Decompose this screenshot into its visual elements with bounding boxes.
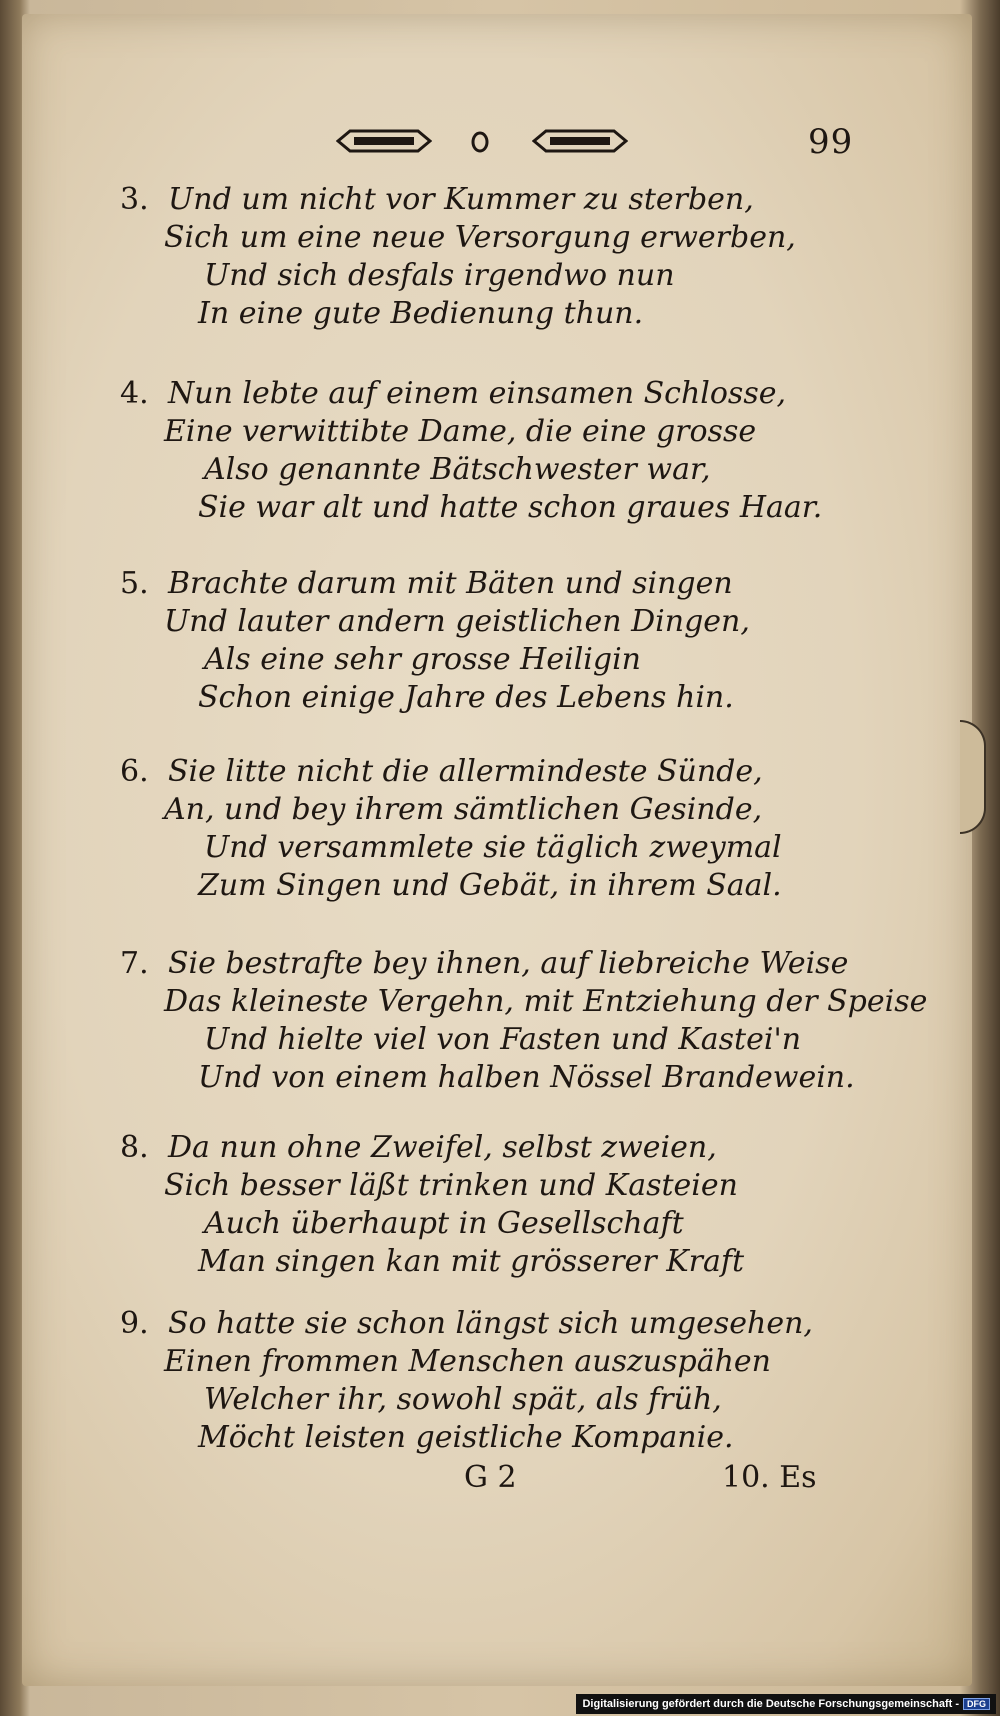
verse-line: Sie litte nicht die allermindeste Sünde, (168, 754, 763, 789)
verse-line: Sie war alt und hatte schon graues Haar. (198, 490, 823, 525)
stanza-number: 5. (120, 566, 149, 601)
catchword: 10. Es (722, 1460, 817, 1495)
stanza-number: 6. (120, 754, 149, 789)
stanza-number: 7. (120, 946, 149, 981)
verse-line: Und von einem halben Nössel Brandewein. (198, 1060, 855, 1095)
verse-line: Brachte darum mit Bäten und singen (168, 566, 733, 601)
dfg-logo-icon: DFG (963, 1698, 990, 1710)
page-number: 99 (808, 122, 854, 162)
verse-line: Und lauter andern geistlichen Dingen, (164, 604, 750, 639)
printer-signature: G 2 (464, 1460, 517, 1495)
verse-line: Und um nicht vor Kummer zu sterben, (168, 182, 754, 217)
stanza-number: 8. (120, 1130, 149, 1165)
verse-line: Schon einige Jahre des Lebens hin. (198, 680, 734, 715)
verse-line: Sie bestrafte bey ihnen, auf liebreiche Weise (168, 946, 849, 981)
ornament-center (470, 130, 490, 154)
verse-line: Und sich desfals irgendwo nun (204, 258, 675, 293)
stanza-number: 9. (120, 1306, 149, 1341)
stanza-number: 4. (120, 376, 149, 411)
stanza-number: 3. (120, 182, 149, 217)
dfg-funding-notice (576, 1694, 996, 1714)
verse-line: So hatte sie schon längst sich umgesehen, (168, 1306, 813, 1341)
verse-line: Welcher ihr, sowohl spät, als früh, (204, 1382, 722, 1417)
verse-line: Und hielte viel von Fasten und Kastei'n (204, 1022, 802, 1057)
ornament-right (532, 128, 628, 154)
verse-line: Da nun ohne Zweifel, selbst zweien, (168, 1130, 717, 1165)
page-header (0, 118, 1000, 168)
verse-line: Nun lebte auf einem einsamen Schlosse, (168, 376, 787, 411)
verse-line: In eine gute Bedienung thun. (198, 296, 644, 331)
verse-line: Man singen kan mit grösserer Kraft (198, 1244, 745, 1279)
verse-line: Das kleineste Vergehn, mit Entziehung der Speise (164, 984, 928, 1019)
verse-line: Als eine sehr grosse Heiligin (204, 642, 642, 677)
verse-line: Also genannte Bätschwester war, (204, 452, 711, 487)
verse-line: An, und bey ihrem sämtlichen Gesinde, (164, 792, 763, 827)
verse-line: Zum Singen und Gebät, in ihrem Saal. (198, 868, 782, 903)
verse-line: Möcht leisten geistliche Kompanie. (198, 1420, 734, 1455)
verse-line: Sich besser läßt trinken und Kasteien (164, 1168, 738, 1203)
verse-line: Und versammlete sie täglich zweymal (204, 830, 782, 865)
page-edge-fold (960, 720, 986, 834)
verse-line: Eine verwittibte Dame, die eine grosse (164, 414, 757, 449)
dfg-text: Digitalisierung gefördert durch die Deutsche Forschungsgemeinschaft - (582, 1698, 959, 1710)
verse-line: Auch überhaupt in Gesellschaft (204, 1206, 684, 1241)
page-footer (0, 1460, 1000, 1520)
verse-line: Sich um eine neue Versorgung erwerben, (164, 220, 796, 255)
ornament-left (336, 128, 432, 154)
verse-line: Einen frommen Menschen auszuspähen (164, 1344, 771, 1379)
